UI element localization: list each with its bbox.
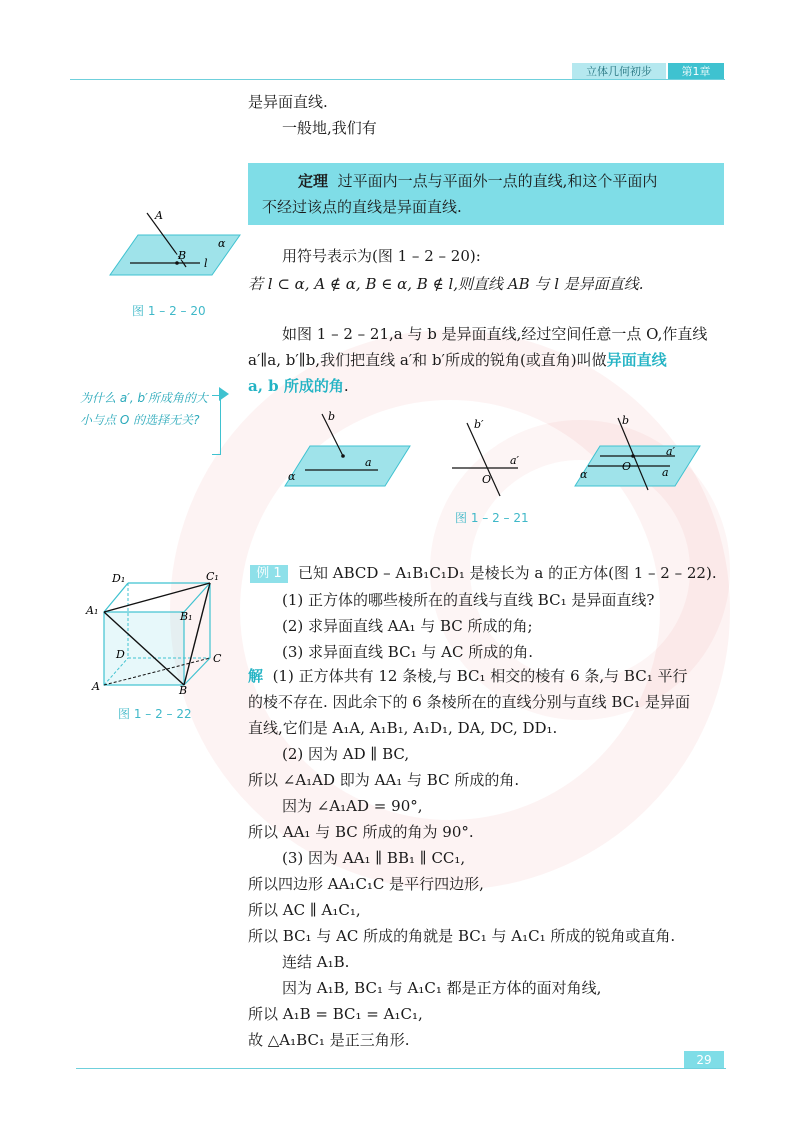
- label-alpha: α: [288, 470, 296, 483]
- solution-line: 所以 A₁B = BC₁ = A₁C₁,: [248, 1005, 423, 1023]
- theorem-text: 过平面内一点与平面外一点的直线,和这个平面内: [337, 172, 658, 190]
- side-note-bracket: [212, 395, 221, 455]
- term-angle: a, b 所成的角: [248, 377, 344, 395]
- solution-line: 因为 ∠A₁AD = 90°,: [282, 797, 423, 815]
- solution-label: 解: [248, 667, 264, 685]
- label-l: l: [204, 257, 208, 270]
- solution-line: 故 △A₁BC₁ 是正三角形.: [248, 1031, 410, 1049]
- label-b: B: [178, 249, 187, 262]
- term-skew-lines: 异面直线: [606, 351, 667, 369]
- point-b-foot: [341, 454, 345, 458]
- label-c1: C₁: [206, 570, 219, 583]
- label-b: b: [622, 414, 630, 427]
- plane-alpha: [285, 446, 410, 486]
- label-b-prime: b′: [474, 418, 484, 431]
- figure-caption: 图 1 – 2 – 21: [455, 511, 529, 525]
- solution-line: 因为 A₁B, BC₁ 与 A₁C₁ 都是正方体的面对角线,: [282, 979, 602, 997]
- diagonal-a1c1: [104, 583, 210, 612]
- solution-line: 的棱不存在. 因此余下的 6 条棱所在的直线分别与直线 BC₁ 是异面: [248, 693, 690, 711]
- theorem-text: 不经过该点的直线是异面直线.: [262, 198, 462, 216]
- footer-rule: [76, 1068, 726, 1069]
- text-line: 如图 1 – 2 – 21,a 与 b 是异面直线,经过空间任意一点 O,作直线: [282, 325, 708, 343]
- edge: [104, 583, 128, 612]
- label-b: b: [328, 410, 336, 423]
- label-b1: B₁: [180, 610, 193, 623]
- example-question: (3) 求异面直线 BC₁ 与 AC 所成的角.: [282, 643, 533, 661]
- text-line: 若 l ⊂ α, A ∉ α, B ∈ α, B ∉ l,则直线 AB 与 l 是异面直线.: [248, 275, 644, 293]
- figure-caption: 图 1 – 2 – 22: [118, 707, 192, 721]
- text-line: a′∥a, b′∥b,我们把直线 a′和 b′所成的锐角(或直角)叫做: [248, 351, 607, 369]
- solution-line: 所以 BC₁ 与 AC 所成的角就是 BC₁ 与 A₁C₁ 所成的锐角或直角.: [248, 927, 676, 945]
- solution-line: 所以 AA₁ 与 BC 所成的角为 90°.: [248, 823, 474, 841]
- example-statement: 已知 ABCD – A₁B₁C₁D₁ 是棱长为 a 的正方体(图 1 – 2 – 22).: [298, 564, 717, 582]
- theorem-box: [248, 163, 724, 225]
- point-o: [631, 454, 635, 458]
- figure-1-2-21: [270, 408, 710, 503]
- label-a-prime: a′: [666, 445, 676, 458]
- header-section-title: 立体几何初步: [572, 63, 666, 80]
- label-d: D: [116, 648, 125, 661]
- example-question: (1) 正方体的哪些棱所在的直线与直线 BC₁ 是异面直线?: [282, 591, 655, 609]
- label-a: A: [155, 209, 163, 222]
- figure-1-2-22: [80, 570, 225, 695]
- solution-line: (1) 正方体共有 12 条棱,与 BC₁ 相交的棱有 6 条,与 BC₁ 平行: [272, 667, 688, 685]
- solution-line: (2) 因为 AD ∥ BC,: [282, 745, 410, 763]
- label-o: O: [622, 460, 632, 473]
- label-o: O: [482, 473, 492, 486]
- label-a-prime: a′: [510, 454, 520, 467]
- label-a: a: [365, 456, 372, 469]
- label-a1: A₁: [86, 604, 99, 617]
- example-label: 例 1: [250, 565, 288, 583]
- side-note-arrow-icon: [219, 387, 229, 401]
- label-alpha: α: [580, 468, 588, 481]
- solution-line: (3) 因为 AA₁ ∥ BB₁ ∥ CC₁,: [282, 849, 466, 867]
- solution-line: 所以 AC ∥ A₁C₁,: [248, 901, 361, 919]
- text-line: .: [343, 377, 349, 395]
- label-d1: D₁: [112, 572, 126, 585]
- figure-caption: 图 1 – 2 – 20: [132, 304, 206, 318]
- text-line: 是异面直线.: [248, 93, 328, 111]
- side-note: 为什么 a′, b′所成角的大小与点 O 的选择无关?: [80, 391, 208, 427]
- solution-line: 直线,它们是 A₁A, A₁B₁, A₁D₁, DA, DC, DD₁.: [248, 719, 558, 737]
- text-line: 一般地,我们有: [282, 119, 377, 137]
- theorem-label: 定理: [298, 172, 329, 190]
- text-line: 用符号表示为(图 1 – 2 – 20):: [282, 247, 481, 265]
- label-a: a: [662, 466, 669, 479]
- example-question: (2) 求异面直线 AA₁ 与 BC 所成的角;: [282, 617, 533, 635]
- label-b: B: [179, 684, 188, 695]
- figure-1-2-20: [100, 205, 245, 290]
- header-rule: [70, 79, 725, 80]
- solution-line: 所以四边形 AA₁C₁C 是平行四边形,: [248, 875, 484, 893]
- solution-line: 所以 ∠A₁AD 即为 AA₁ 与 BC 所成的角.: [248, 771, 520, 789]
- label-alpha: α: [218, 237, 226, 250]
- page-number: 29: [684, 1051, 724, 1069]
- solution-line: 连结 A₁B.: [282, 953, 350, 971]
- label-c: C: [213, 652, 222, 665]
- label-a: A: [92, 680, 100, 693]
- header-chapter-badge: 第1章: [668, 63, 724, 80]
